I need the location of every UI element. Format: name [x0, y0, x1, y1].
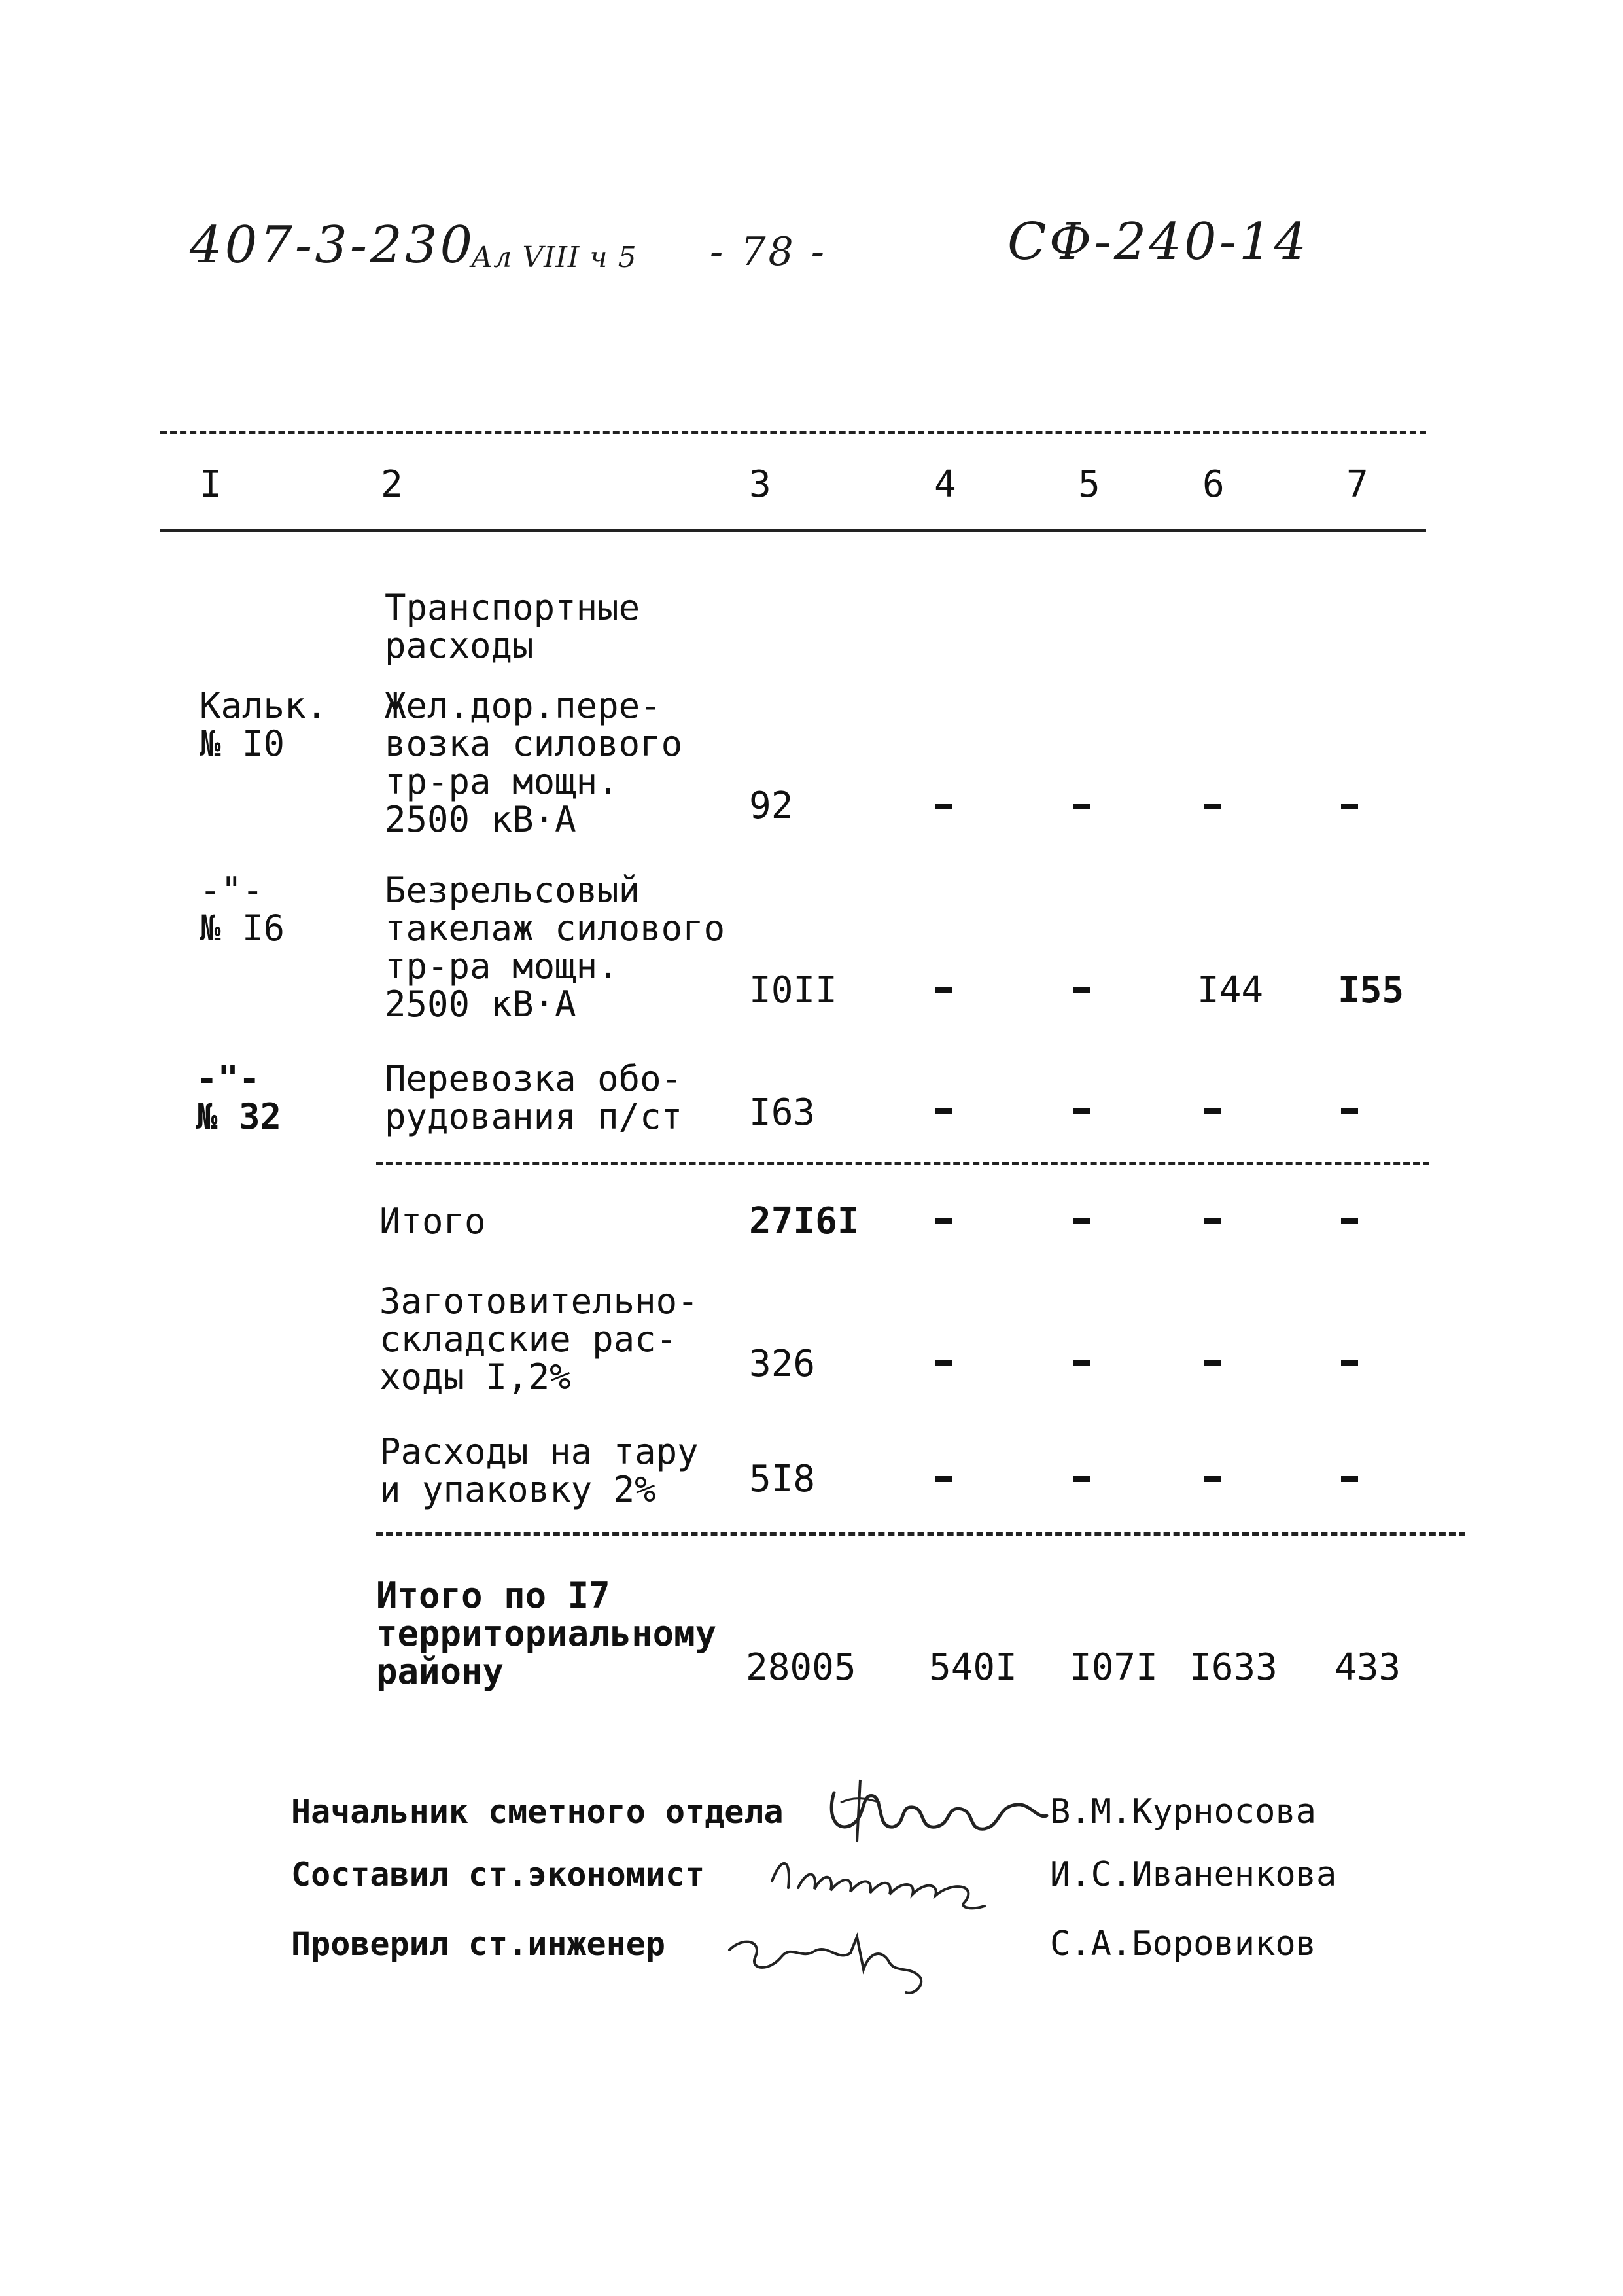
doc-code: 407-3-230: [190, 216, 476, 275]
table-cell-c3: I0II: [749, 969, 837, 1012]
empty-cell-dash: [935, 1476, 952, 1482]
table-cell-c3: 27I6I: [749, 1200, 860, 1243]
table-row-ref: -"- № 32: [196, 1058, 282, 1137]
empty-cell-dash: [1204, 1108, 1221, 1114]
empty-cell-dash: [1073, 1218, 1090, 1224]
header-bottom-rule: [160, 529, 1426, 532]
col-header-1: I: [200, 463, 222, 506]
sheet-code: СФ-240-14: [1007, 213, 1310, 272]
table-row-desc: Жел.дор.пере- возка силового тр-ра мощн. 2500 кВ·А: [385, 685, 683, 840]
page-number: - 78 -: [710, 229, 828, 275]
empty-cell-dash: [1341, 1218, 1358, 1224]
empty-cell-dash: [1341, 1108, 1358, 1114]
empty-cell-dash: [1341, 1360, 1358, 1366]
empty-cell-dash: [1073, 804, 1090, 809]
col-header-5: 5: [1078, 463, 1100, 506]
empty-cell-dash: [1204, 1476, 1221, 1482]
empty-cell-dash: [935, 1360, 952, 1366]
table-cell-c3: 28005: [746, 1646, 856, 1689]
table-cell-c3: 5I8: [749, 1458, 816, 1500]
subtotal-rule: [376, 1162, 1429, 1165]
table-top-rule: [160, 431, 1426, 434]
table-row-desc: Итого по I7 территориальному району: [376, 1575, 717, 1692]
empty-cell-dash: [935, 804, 952, 809]
table-row-desc: Итого: [379, 1201, 486, 1242]
signature-name: В.М.Курносова: [1050, 1792, 1316, 1831]
empty-cell-dash: [1204, 1218, 1221, 1224]
table-row-ref: Кальк. № I0: [200, 685, 328, 764]
empty-cell-dash: [1073, 1360, 1090, 1366]
table-row-desc: Перевозка обо- рудования п/ст: [385, 1058, 683, 1137]
empty-cell-dash: [1341, 1476, 1358, 1482]
table-row-desc: Безрельсовый такелаж силового тр-ра мощн. 2500 кВ·А: [385, 870, 725, 1025]
signature-name: И.С.Иваненкова: [1050, 1855, 1337, 1894]
empty-cell-dash: [935, 1218, 952, 1224]
table-cell-c7: I55: [1338, 969, 1405, 1012]
table-cell-c3: 92: [749, 785, 794, 827]
col-header-2: 2: [381, 463, 403, 506]
signature-role: Проверил ст.инженер: [291, 1925, 665, 1963]
empty-cell-dash: [935, 987, 952, 993]
empty-cell-dash: [1341, 804, 1358, 809]
table-cell-c3: 326: [749, 1343, 816, 1385]
table-cell-c7: 433: [1335, 1646, 1401, 1689]
handwritten-signature: [821, 1767, 1056, 1852]
handwritten-signature: [723, 1911, 945, 2002]
handwritten-signature: [762, 1842, 1024, 1914]
table-cell-c3: I63: [749, 1091, 816, 1134]
table-cell-c4: 540I: [929, 1646, 1017, 1689]
col-header-3: 3: [749, 463, 771, 506]
table-row-desc: Расходы на тару и упаковку 2%: [379, 1431, 699, 1510]
album-mark: Ал VIII ч 5: [471, 241, 637, 274]
empty-cell-dash: [1204, 804, 1221, 809]
signature-name: С.А.Боровиков: [1050, 1924, 1316, 1964]
empty-cell-dash: [1073, 1476, 1090, 1482]
empty-cell-dash: [1073, 1108, 1090, 1114]
table-cell-c5: I07I: [1070, 1646, 1158, 1689]
table-row-desc: Транспортные расходы: [385, 587, 640, 666]
empty-cell-dash: [1073, 987, 1090, 993]
table-cell-c6: I633: [1189, 1646, 1278, 1689]
col-header-6: 6: [1202, 463, 1225, 506]
table-row-ref: -"- № I6: [200, 870, 285, 949]
col-header-4: 4: [934, 463, 956, 506]
signature-role: Составил ст.экономист: [291, 1856, 705, 1894]
col-header-7: 7: [1346, 463, 1369, 506]
signature-role: Начальник сметного отдела: [291, 1793, 784, 1831]
table-row-desc: Заготовительно- складские рас- ходы I,2%: [379, 1280, 699, 1398]
total-rule: [376, 1532, 1465, 1536]
table-cell-c6: I44: [1197, 969, 1264, 1012]
empty-cell-dash: [1204, 1360, 1221, 1366]
empty-cell-dash: [935, 1108, 952, 1114]
